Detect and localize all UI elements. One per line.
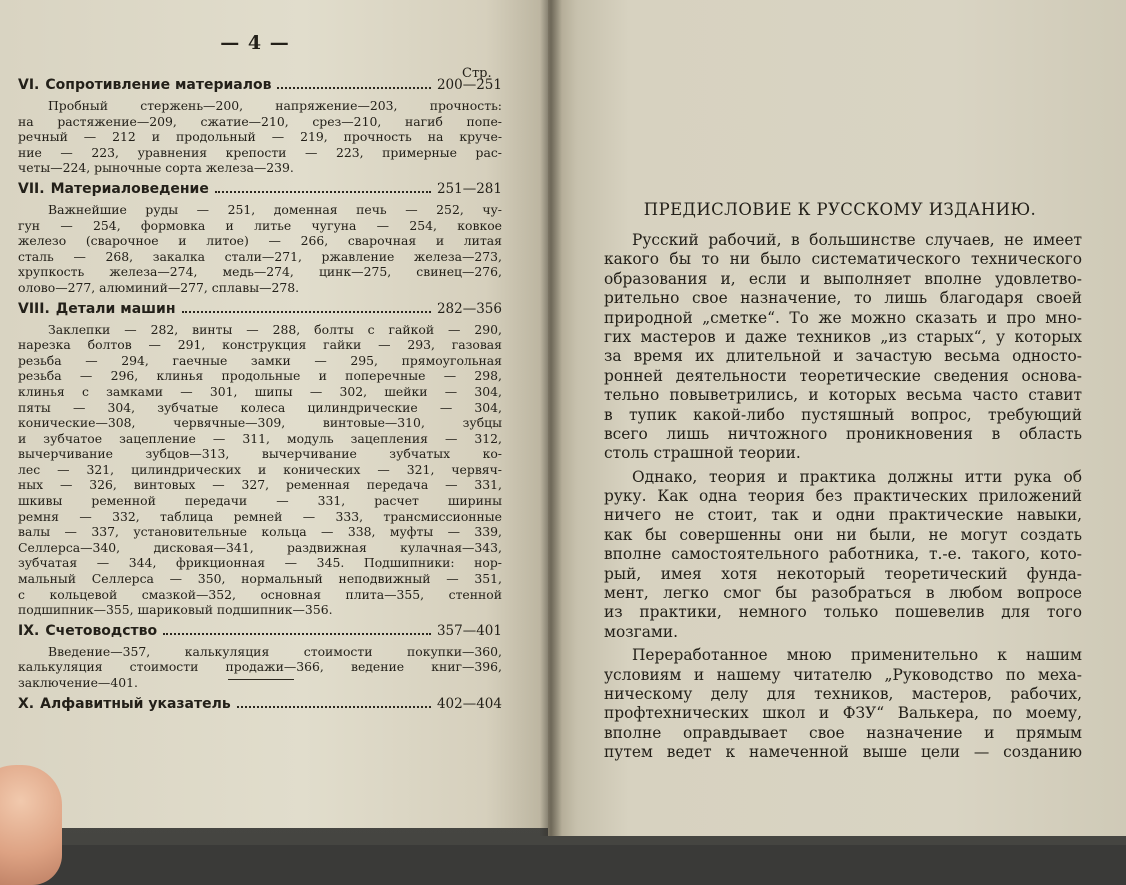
toc-section-title: Материаловедение (50, 180, 209, 197)
toc-section-number: VI. (18, 77, 40, 93)
foreword-text (604, 231, 1082, 767)
toc-section-title: Сопротивление материалов (45, 77, 272, 93)
page-number: — 4 — (220, 32, 290, 54)
toc-dot-leader (215, 190, 431, 193)
toc-section-number: VII. (18, 180, 45, 197)
foreword-line: природной „сметке“. То же можно сказать и про мно- (604, 308, 1082, 327)
page-column-label: Стр. (462, 66, 492, 81)
toc-content-line: гун — 254, формовка и литье чугуна — 254, ковкое (18, 217, 502, 233)
foreword-line: мозгами. (604, 622, 678, 641)
toc-section (18, 78, 502, 176)
toc-dot-leader (163, 632, 431, 635)
toc-content-line: заключение—401. (18, 675, 138, 690)
toc-content-line: Заклепки — 282, винты — 288, болты с гайкой — 290, (48, 321, 502, 337)
foreword-line: как бы совершенны они ни были, не могут создать (604, 525, 1082, 544)
foreword-line: за время их длительной и зачастую весьма односто- (604, 347, 1082, 366)
toc-content-line: ных — 326, винтовых — 327, ременная передача — 331, (18, 477, 502, 493)
toc-content-line: на растяжение—209, сжатие—210, срез—210, нагиб попе- (18, 113, 502, 129)
toc-page-range: 402—404 (436, 695, 502, 712)
toc-section-title: Алфавитный указатель (40, 695, 231, 712)
foreword-line: какого бы то ни было систематического технического (604, 250, 1082, 269)
foreword-line: Однако, теория и практика должны итти рука об (632, 467, 1082, 486)
toc-content-line: ремня — 332, таблица ремней — 333, трансмиссионные (18, 508, 502, 524)
table-of-contents (18, 78, 502, 722)
foreword-paragraph (604, 468, 1082, 643)
toc-content-line: клинья с замками — 301, шипы — 302, шейки — 304, (18, 383, 502, 399)
foreword-line: всего лишь ничтожного проникновения в область (604, 424, 1082, 443)
foreword-line: ническому делу для техников, мастеров, рабочих, (604, 684, 1082, 703)
toc-content-line: конические—308, червячные—309, винтовые—310, зубцы (18, 415, 502, 431)
toc-section-title: Счетоводство (45, 622, 158, 639)
toc-dot-leader (277, 86, 430, 89)
toc-content-line: хрупкость железа—274, медь—274, цинк—275, свинец—276, (18, 264, 502, 280)
toc-content-line: речный — 212 и продольный — 219, прочность на круче- (18, 129, 502, 145)
toc-dot-leader (182, 310, 431, 313)
foreword-line: руку. Как одна теория без практических приложений (604, 487, 1082, 506)
toc-section-heading (18, 182, 502, 201)
toc-content-line: лес — 321, цилиндрических и конических — 321, червяч- (18, 461, 502, 477)
foreword-line: ничего не стоит, так и одни практические навыки, (604, 506, 1082, 525)
toc-section-contents (18, 98, 502, 176)
foreword-line: рительно свое назначение, то лишь благодаря своей (604, 289, 1082, 308)
toc-content-line: Важнейшие руды — 251, доменная печь — 252, чу- (48, 201, 502, 217)
toc-content-line: и зубчатое зацепление — 311, модуль зацепления — 312, (18, 430, 502, 446)
reader-thumb (0, 765, 62, 885)
foreword-line: вполне оправдывает свое назначение и прямым (604, 723, 1082, 742)
toc-content-line: Пробный стержень—200, напряжение—203, прочность: (48, 98, 502, 113)
toc-section-title: Детали машин (55, 300, 176, 317)
toc-content-line: нарезка болтов — 291, конструкция гайки — 293, газовая (18, 337, 502, 353)
foreword-line: путем ведет к намеченной выше цели — созданию (604, 743, 1082, 762)
toc-page-range: 282—356 (436, 300, 502, 317)
toc-section-number: VIII. (18, 300, 50, 317)
toc-section-contents (18, 644, 502, 691)
toc-section-heading (18, 78, 502, 97)
toc-content-line: четы—224, рыночные сорта железа—239. (18, 160, 294, 176)
foreword-line: тельно повыветрились, и которых весьма часто ставит (604, 386, 1082, 405)
foreword-line: Переработанное мною применительно к нашим (632, 646, 1082, 665)
toc-section (18, 302, 502, 618)
toc-content-line: пяты — 304, зубчатые колеса цилиндрические — 304, (18, 399, 502, 415)
book-gutter (540, 0, 562, 836)
foreword-paragraph (604, 231, 1082, 464)
toc-content-line: мальный Селлерса — 350, нормальный неподвижный — 351, (18, 571, 502, 587)
foreword-line: профтехнических школ и ФЗУ“ Валькера, по моему, (604, 704, 1082, 723)
foreword-line: условиям и нашему читателю „Руководство по меха- (604, 665, 1082, 684)
toc-content-line: с кольцевой смазкой—352, основная плита—355, стенной (18, 586, 502, 602)
toc-section-number: IX. (18, 622, 40, 639)
toc-content-line: резьба — 294, гаечные замки — 295, прямоугольная (18, 352, 502, 368)
toc-section-number: X. (18, 695, 35, 712)
foreword-line: ронней деятельности теоретические сведения основа- (604, 366, 1082, 385)
foreword-line: гих мастеров и даже техников „из старых“, у которых (604, 327, 1082, 346)
toc-content-line: Селлерса—340, дисковая—341, раздвижная кулачная—343, (18, 539, 502, 555)
foreword-line: рый, имея хотя некоторый теоретический фунда- (604, 564, 1082, 583)
foreword-line: Русский рабочий, в большинстве случаев, не имеет (632, 231, 1082, 249)
foreword-paragraph (604, 646, 1082, 762)
toc-dot-leader (237, 705, 431, 708)
toc-content-line: зубчатая — 344, фрикционная — 345. Подшипники: нор- (18, 555, 502, 571)
foreword-title: ПРЕДИСЛОВИЕ К РУССКОМУ ИЗДАНИЮ. (643, 200, 1037, 219)
toc-content-line: Введение—357, калькуляция стоимости покупки—360, (48, 643, 502, 659)
toc-page-range: 251—281 (436, 180, 502, 197)
foreword-line: из практики, немного только пошевелив для того (604, 603, 1082, 622)
toc-content-line: ние — 223, уравнения крепости — 223, примерные рас- (18, 144, 502, 160)
toc-content-line: железо (сварочное и литое) — 266, сварочная и литая (18, 233, 502, 249)
toc-section-heading (18, 302, 502, 321)
section-divider-rule (228, 679, 294, 680)
toc-section (18, 697, 502, 716)
toc-section-contents (18, 202, 502, 296)
toc-content-line: резьба — 296, клинья продольные и поперечные — 298, (18, 368, 502, 384)
toc-section-contents (18, 322, 502, 618)
toc-section-heading (18, 697, 502, 716)
toc-section-heading (18, 624, 502, 643)
toc-content-line: сталь — 268, закалка стали—271, ржавление железа—273, (18, 248, 502, 264)
foreword-line: образования и, если и выполняет вполне удовлетво- (604, 269, 1082, 288)
toc-content-line: олово—277, алюминий—277, сплавы—278. (18, 279, 300, 295)
toc-content-line: вычерчивание зубцов—313, вычерчивание зубчатых ко- (18, 446, 502, 462)
toc-page-range: 200—251 (436, 77, 502, 93)
foreword-line: столь страшной теории. (604, 444, 801, 463)
foreword-line: вполне самостоятельного работника, т.-е. такого, кото- (604, 545, 1082, 564)
toc-content-line: подшипник—355, шариковый подшипник—356. (18, 602, 333, 618)
toc-page-range: 357—401 (436, 622, 502, 639)
foreword-line: мент, легко смог бы разобраться в любом вопросе (604, 584, 1082, 603)
toc-section (18, 624, 502, 691)
toc-content-line: шкивы ременной передачи — 331, расчет ширины (18, 493, 502, 509)
toc-content-line: калькуляция стоимости продажи—366, ведение книг—396, (18, 659, 502, 675)
toc-content-line: валы — 337, установительные кольца — 338, муфты — 339, (18, 524, 502, 540)
toc-section (18, 182, 502, 296)
foreword-line: в тупик какой-либо пустяшный вопрос, требующий (604, 405, 1082, 424)
